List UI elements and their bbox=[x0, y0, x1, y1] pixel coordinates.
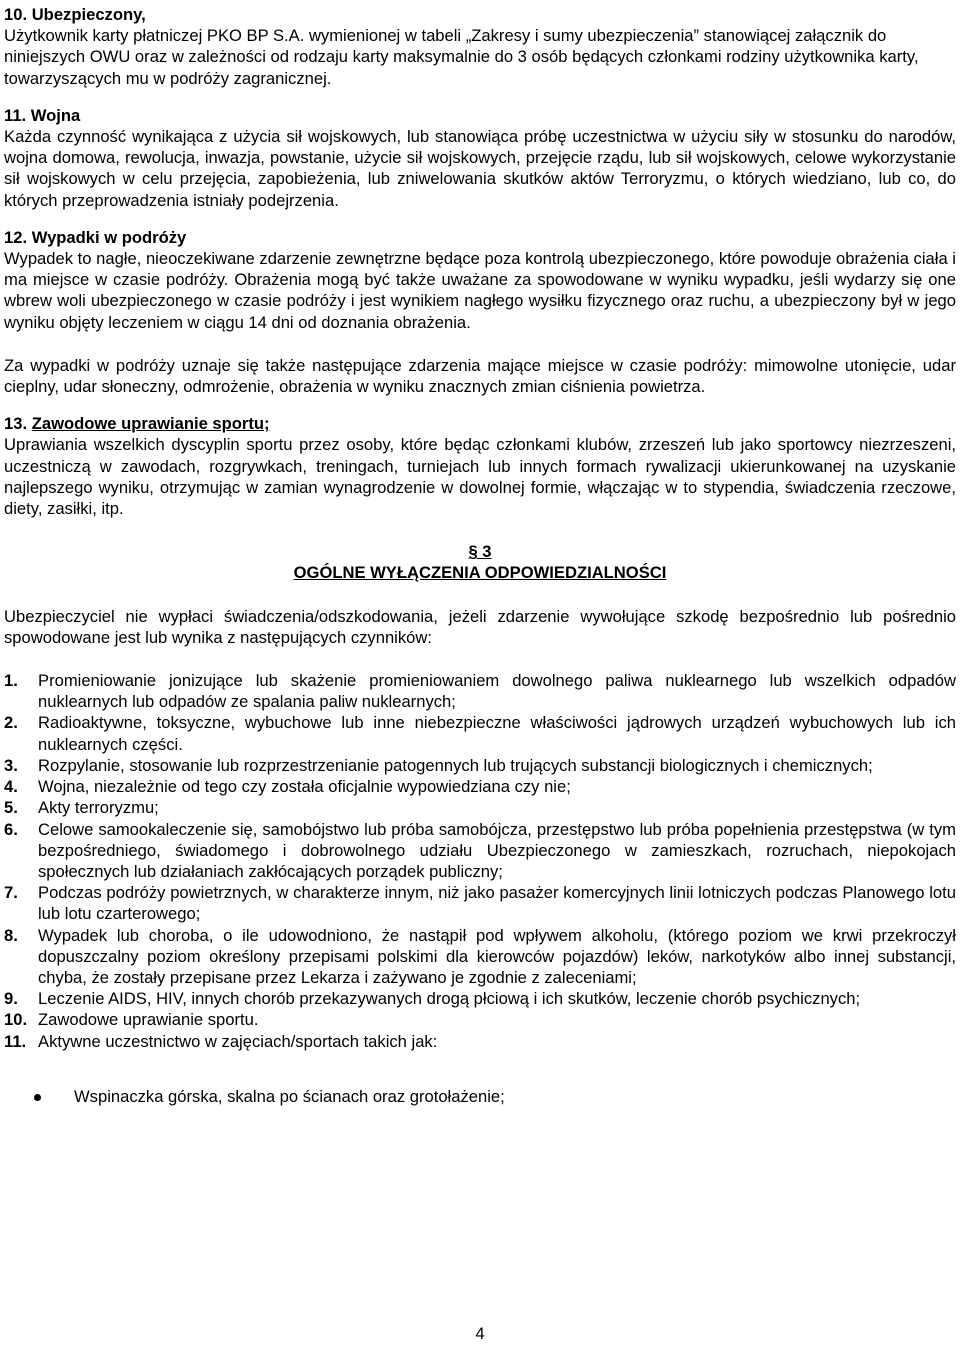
section-10-number: 10. bbox=[4, 5, 28, 24]
list-item-text: Podczas podróży powietrznych, w charakterze innym, niż jako pasażer komercyjnych linii lotniczych podczas Planowego lotu lub lotu czarterowego; bbox=[38, 883, 956, 924]
sub-list-item-text: Wspinaczka górska, skalna po ścianach oraz grotołażenie; bbox=[74, 1086, 505, 1106]
list-item-number: 10. bbox=[4, 1010, 28, 1030]
list-item-text: Rozpylanie, stosowanie lub rozprzestrzenianie patogennych lub trujących substancji biologicznych i chemicznych; bbox=[38, 755, 873, 775]
list-item bbox=[4, 755, 956, 776]
section-13-text: Uprawiania wszelkich dyscyplin sportu przez osoby, które będąc członkami klubów, zrzeszeń lub jako sportowcy niezrzeszeni, uczestniczą w zawodach, rozgrywkach, treningach, turniejach lub innych formach rywalizacji ukierunkowanej na uzyskanie najlepszego wyniku, otrzymując w zamian wynagrodzenie w dowolnej formie, włączając w to stypendia, świadczenia rzeczowe, diety, zasiłki, itp. bbox=[4, 435, 956, 519]
page-number: 4 bbox=[475, 1324, 485, 1343]
list-item-text: Leczenie AIDS, HIV, innych chorób przekazywanych drogą płciową i ich skutków, leczenie chorób psychicznych; bbox=[38, 989, 861, 1009]
list-item bbox=[4, 882, 956, 924]
list-item bbox=[4, 988, 956, 1009]
list-item-text: Aktywne uczestnictwo w zajęciach/sportach takich jak: bbox=[38, 1031, 438, 1051]
section-11-heading bbox=[4, 105, 956, 126]
list-item-number: 2. bbox=[4, 713, 18, 733]
section-13 bbox=[4, 413, 956, 519]
list-item-text: Akty terroryzmu; bbox=[38, 798, 159, 818]
section-12-title: Wypadki w podróży bbox=[31, 227, 187, 247]
section-11-number: 11. bbox=[4, 105, 27, 125]
section-10-title: Ubezpieczony, bbox=[31, 5, 146, 24]
exclusions-list bbox=[4, 670, 956, 1052]
section-13-number: 13. bbox=[4, 414, 28, 434]
section-12 bbox=[4, 227, 956, 397]
document-page bbox=[4, 4, 956, 1107]
list-item-number: 4. bbox=[4, 777, 18, 797]
list-item-text: Zawodowe uprawianie sportu. bbox=[38, 1010, 259, 1030]
list-item bbox=[4, 712, 956, 754]
list-item-text: Promieniowanie jonizujące lub skażenie promieniowaniem dowolnego paliwa nuklearnego lub wszelkich odpadów nuklearnych lub odpadów ze spalania paliw nuklearnych; bbox=[38, 671, 956, 712]
list-item-number: 7. bbox=[4, 883, 18, 903]
section-10-text: Użytkownik karty płatniczej PKO BP S.A. wymienionej w tabeli „Zakresy i sumy ubezpieczenia” stanowiącej załącznik do niniejszych OWU oraz w zależności od rodzaju karty maksymalnie do 3 osób będących członkami rodziny użytkownika karty, towarzyszących mu w podróży zagranicznej. bbox=[4, 26, 919, 88]
section-13-title: Zawodowe uprawianie sportu; bbox=[31, 414, 270, 434]
list-item-number: 8. bbox=[4, 925, 18, 945]
list-item-number: 6. bbox=[4, 819, 18, 839]
list-item-text: Wojna, niezależnie od tego czy została oficjalnie wypowiedziana czy nie; bbox=[38, 777, 571, 797]
list-item-text: Celowe samookaleczenie się, samobójstwo lub próba samobójcza, przestępstwo lub próba popełnienia przestępstwa (w tym bezpośredniego, świadomego i dobrowolnego udziału Ubezpieczonego w zamieszkach, rozruchach, niepokojach społecznych lub działaniach zakłócających porządek publiczny; bbox=[38, 819, 956, 881]
section-10 bbox=[4, 4, 956, 89]
chapter-intro: Ubezpieczyciel nie wypłaci świadczenia/odszkodowania, jeżeli zdarzenie wywołujące szkodę bezpośrednio lub pośrednio spowodowane jest lub wynika z następujących czynników: bbox=[4, 606, 956, 647]
section-11-title: Wojna bbox=[30, 105, 81, 125]
list-item bbox=[4, 670, 956, 712]
bullet-icon bbox=[34, 1094, 41, 1101]
list-item bbox=[4, 925, 956, 989]
section-11 bbox=[4, 105, 956, 211]
list-item-text: Wypadek lub choroba, o ile udowodniono, że nastąpił pod wpływem alkoholu, (którego poziom we krwi przekroczył dopuszczalny poziom określony przepisami polskimi dla kierowców pojazdów) leków, narkotyków albo innej substancji, chyba, że zostały przepisane przez Lekarza i zażywano je zgodnie z zaleceniami; bbox=[38, 925, 956, 987]
chapter-title: OGÓLNE WYŁĄCZENIA ODPOWIEDZIALNOŚCI bbox=[293, 563, 667, 583]
sub-list bbox=[4, 1086, 956, 1107]
list-item bbox=[4, 1009, 956, 1030]
sub-list-item bbox=[4, 1086, 956, 1107]
list-item-number: 11. bbox=[4, 1031, 27, 1051]
section-12-heading bbox=[4, 227, 956, 248]
list-item bbox=[4, 819, 956, 883]
section-11-text: Każda czynność wynikająca z użycia sił wojskowych, lub stanowiąca próbę uczestnictwa w użyciu siły w stosunku do narodów, wojna domowa, rewolucja, inwazja, powstanie, użycie sił wojskowych, przejęcie rządu, lub sił wojskowych, celowe wykorzystanie sił wojskowych w celu przejęcia, zapobieżenia, lub zniwelowania skutków aktów Terroryzmu, o których wiedziano, lub co, do których przeprowadzenia istniały podejrzenia. bbox=[4, 127, 956, 210]
list-item bbox=[4, 797, 956, 818]
list-item-number: 3. bbox=[4, 755, 18, 775]
chapter-paragraph-sign: § 3 bbox=[468, 542, 492, 562]
list-item-number: 9. bbox=[4, 989, 18, 1009]
section-12-text-1: Wypadek to nagłe, nieoczekiwane zdarzenie zewnętrzne będące poza kontrolą ubezpieczonego, które powoduje obrażenia ciała i ma miejsce w czasie podróży. Obrażenia mogą być także uważane za spowodowane w wyniku wypadku, jeśli wydarzy się one wbrew woli ubezpieczonego w czasie podróży i jest wynikiem nagłego wysiłku fizycznego oraz ruchu, a ubezpieczony był w jego wyniku objęty leczeniem w ciągu 14 dni od doznania obrażenia. bbox=[4, 249, 956, 332]
list-item bbox=[4, 1031, 956, 1052]
section-13-heading bbox=[4, 413, 956, 434]
list-item bbox=[4, 776, 956, 797]
list-item-text: Radioaktywne, toksyczne, wybuchowe lub inne niebezpieczne właściwości jądrowych urządzeń wybuchowych lub ich nuklearnych części. bbox=[38, 713, 956, 754]
list-item-number: 5. bbox=[4, 798, 18, 818]
section-10-heading bbox=[4, 4, 956, 25]
list-item-number: 1. bbox=[4, 671, 18, 691]
section-12-number: 12. bbox=[4, 227, 28, 247]
section-12-text-2: Za wypadki w podróży uznaje się także następujące zdarzenia mające miejsce w czasie podróży: mimowolne utonięcie, udar cieplny, udar słoneczny, odmrożenie, obrażenia w wyniku znacznych zmian ciśnienia powietrza. bbox=[4, 355, 956, 397]
